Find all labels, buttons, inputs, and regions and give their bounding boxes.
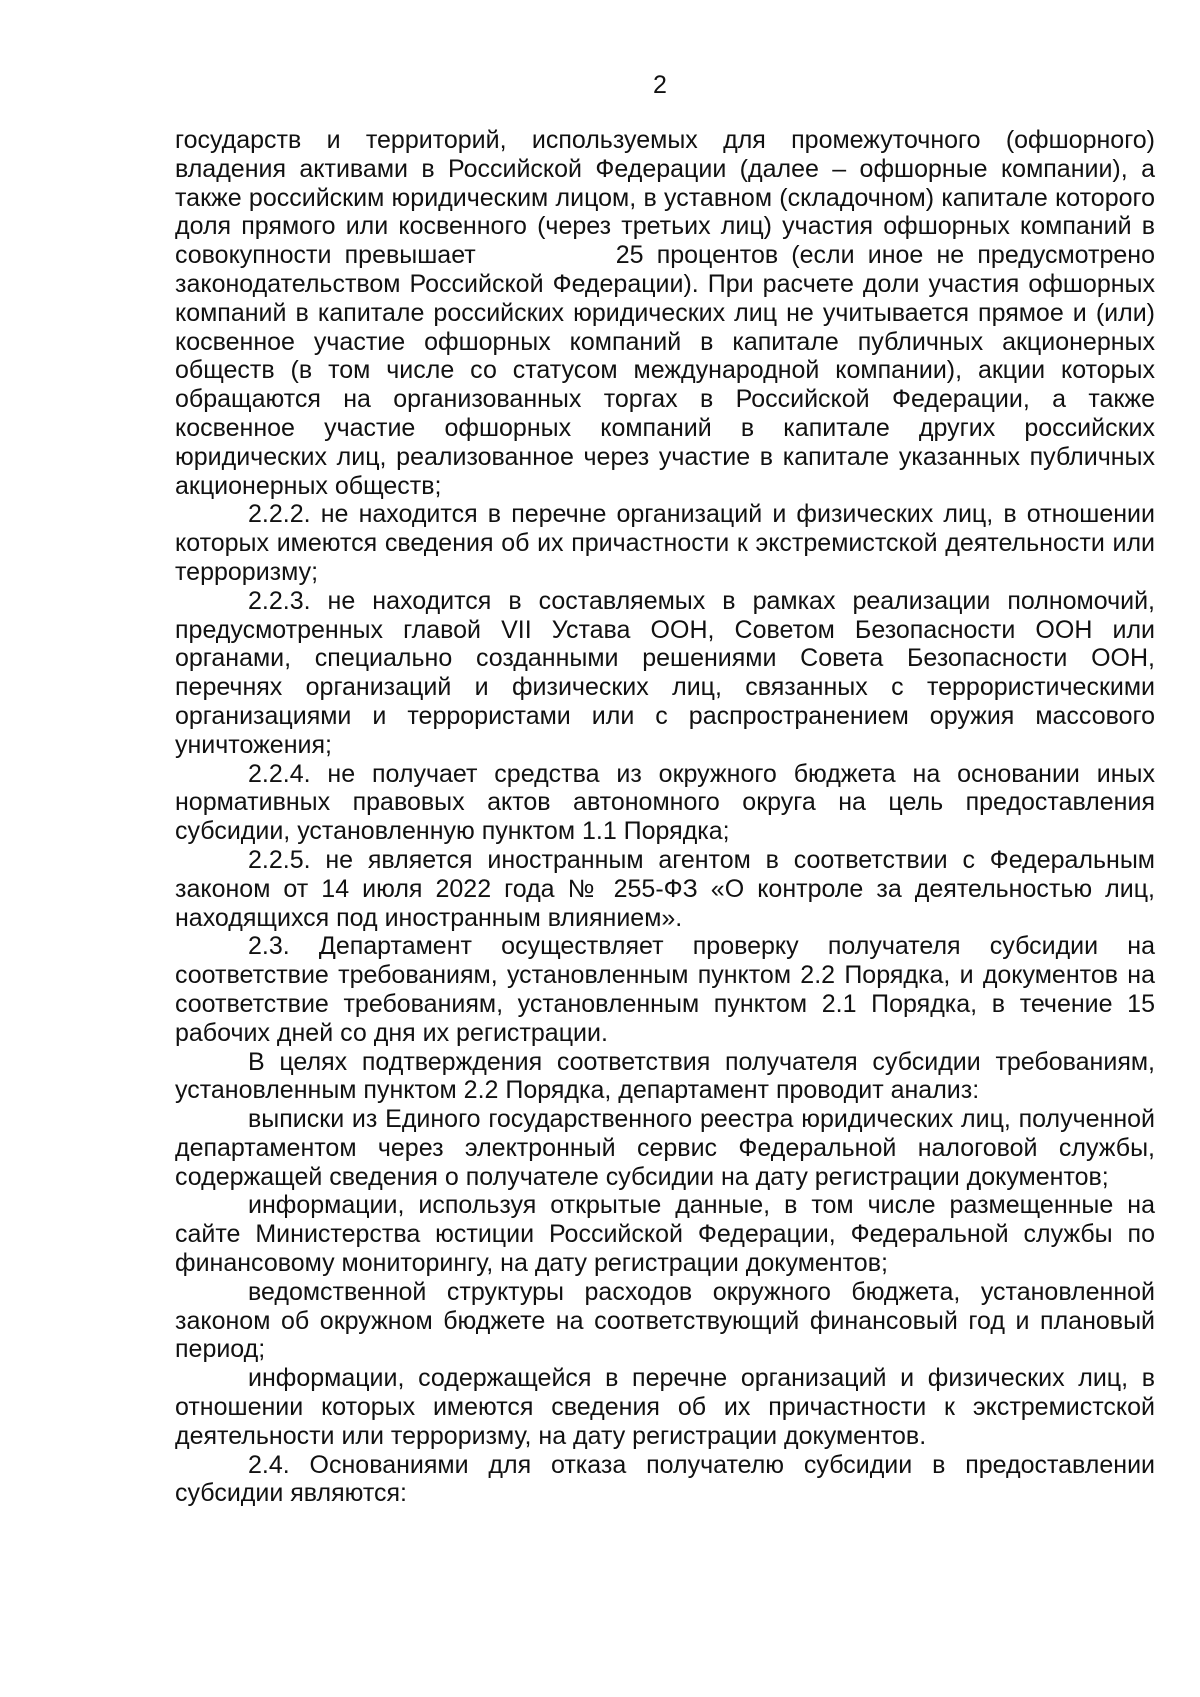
paragraph-extremism-list: информации, содержащейся в перечне организаций и физических лиц, в отношении которых имеются сведения об их причастности к экстремистской деятельности или терроризму, на дату регистрации документов. bbox=[175, 1364, 1155, 1450]
paragraph-2-4: 2.4. Основаниями для отказа получателю субсидии в предоставлении субсидии являются: bbox=[175, 1450, 1155, 1508]
paragraph-budget-structure: ведомственной структуры расходов окружного бюджета, установленной законом об окружном бюджете на соответствующий финансовый год и плановый период; bbox=[175, 1277, 1155, 1364]
paragraph-2-2-2: 2.2.2. не находится в перечне организаций и физических лиц, в отношении которых имеются сведения об их причастности к экстремистской деятельности или терроризму; bbox=[175, 500, 1155, 586]
paragraph-2-3: 2.3. Департамент осуществляет проверку получателя субсидии на соответствие требованиям, установленным пунктом 2.2 Порядка, и документов на соответствие требованиям, установленным пунктом 2.1 Порядка, в течение 15 рабочих дней со дня их регистрации. bbox=[175, 932, 1155, 1047]
page-number: 2 bbox=[653, 71, 667, 99]
paragraph-offshore-continuation bbox=[175, 126, 1155, 500]
paragraph-text: государств и территорий, используемых для промежуточного (офшорного) владения активами в Российской Федерации (далее – офшорные компании), а также российским юридическим лицом, в уставном (складочном) капитале которого доля прямого или косвенного (через третьих лиц) участия офшорных компаний в совокупности превышает bbox=[175, 126, 1155, 270]
paragraph-2-2-4: 2.2.4. не получает средства из окружного бюджета на основании иных нормативных правовых актов автономного округа на цель предоставления субсидии, установленную пунктом 1.1 Порядка; bbox=[175, 759, 1155, 846]
paragraph-verification-intro: В целях подтверждения соответствия получателя субсидии требованиям, установленным пунктом 2.2 Порядка, департамент проводит анализ: bbox=[175, 1047, 1155, 1105]
paragraph-egrul-extract: выписки из Единого государственного реестра юридических лиц, полученной департаментом через электронный сервис Федеральной налоговой службы, содержащей сведения о получателе субсидии на дату регистрации документов; bbox=[175, 1105, 1155, 1191]
paragraph-2-2-3: 2.2.3. не находится в составляемых в рамках реализации полномочий, предусмотренных главой VII Устава ООН, Советом Безопасности ООН или органами, специально созданными решениями Совета Безопасности ООН, перечнях организаций и физических лиц, связанных с террористическими организациями и террористами или с распространением оружия массового уничтожения; bbox=[175, 586, 1155, 759]
document-body bbox=[175, 126, 1155, 1508]
paragraph-2-2-5: 2.2.5. не является иностранным агентом в соответствии с Федеральным законом от 14 июля 2022 года № 255-ФЗ «О контроле за деятельностью лиц, находящихся под иностранным влиянием». bbox=[175, 845, 1155, 932]
paragraph-text: 25 процентов (если иное не предусмотрено законодательством Российской Федерации). При расчете доли участия офшорных компаний в капитале российских юридических лиц не учитывается прямое и (или) косвенное участие офшорных компаний в капитале публичных акционерных обществ (в том числе со статусом международной компании), акции которых обращаются на организованных торгах в Российской Федерации, а также косвенное участие офшорных компаний в капитале других российских юридических лиц, реализованное через участие в капитале указанных публичных акционерных обществ; bbox=[175, 241, 1155, 500]
paragraph-open-data: информации, используя открытые данные, в том числе размещенные на сайте Министерства юстиции Российской Федерации, Федеральной службы по финансовому мониторингу, на дату регистрации документов; bbox=[175, 1191, 1155, 1278]
